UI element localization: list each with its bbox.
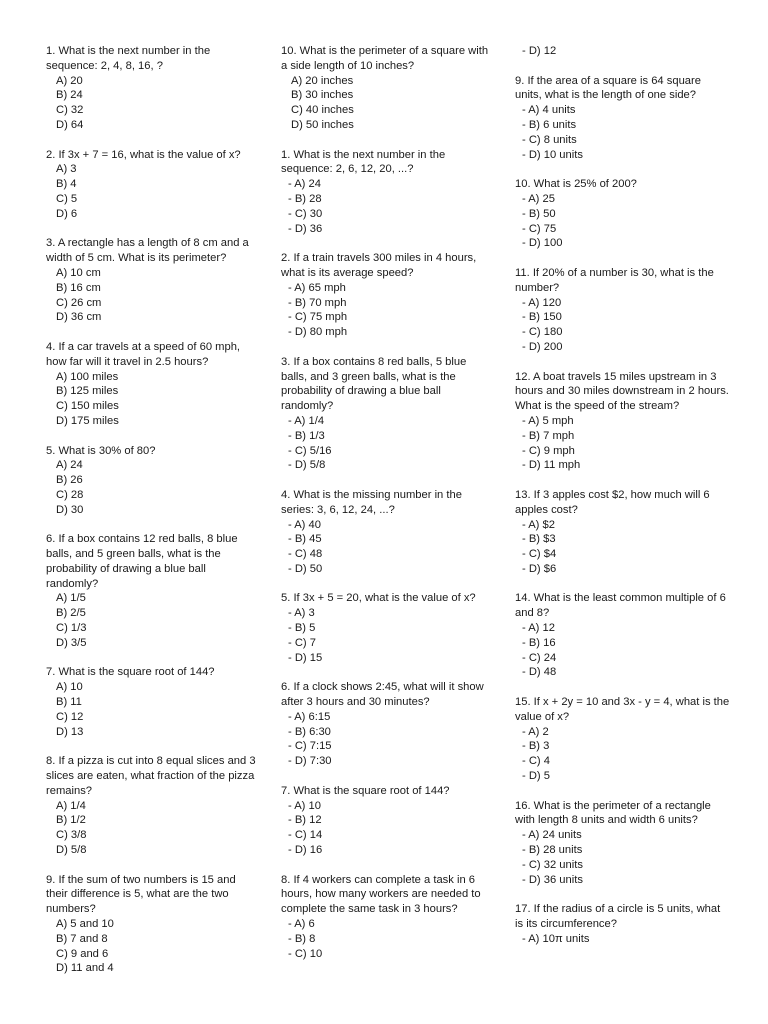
answer-option: - B) 1/3 [288,429,325,442]
answer-option: - A) 25 [522,192,555,205]
answer-option: - A) 65 mph [288,281,346,294]
question-block [281,148,493,237]
answer-option: - D) 7:30 [288,755,332,768]
answer-options [515,296,730,355]
answer-option: B) 26 [56,474,83,487]
answer-option: - B) 45 [288,533,322,546]
question-block [281,488,493,577]
answer-options [515,828,730,887]
question-text: 16. What is the perimeter of a rectangle with length 8 units and width 6 units? [515,799,711,827]
answer-options [46,799,258,858]
answer-option: - C) 180 [522,326,563,339]
answer-option: - B) 6:30 [288,725,331,738]
answer-option: - D) 36 [288,222,323,235]
answer-option: - C) 4 [522,755,550,768]
answer-option: - C) 14 [288,829,323,842]
question-text: 8. If 4 workers can complete a task in 6 hours, how many workers are needed to complete the same task in 3 hours? [281,873,481,916]
answer-option: - B) 150 [522,311,562,324]
answer-option: - B) 7 mph [522,429,575,442]
answer-options [515,932,730,947]
answer-option: - C) 75 mph [288,311,348,324]
question-block [515,370,730,474]
question-text: 5. If 3x + 5 = 20, what is the value of x? [281,592,476,605]
answer-options [46,74,258,133]
question-block [46,873,258,977]
answer-option: - A) 3 [288,607,315,620]
column-2 [281,44,493,976]
question-block [515,591,730,680]
answer-option: D) 175 miles [56,414,119,427]
answer-option: B) 4 [56,178,77,191]
question-block [281,873,493,962]
answer-option: - C) 24 [522,651,557,664]
question-text: 15. If x + 2y = 10 and 3x - y = 4, what is the value of x? [515,696,730,723]
column-1 [46,44,258,991]
answer-option: C) 26 cm [56,296,102,309]
answer-option: - D) 15 [288,651,323,664]
question-block [515,74,730,163]
answer-option: - D) 36 units [522,873,583,886]
answer-option: D) 50 inches [291,118,354,131]
answer-option: - C) 10 [288,947,323,960]
answer-option: - D) 10 units [522,148,583,161]
question-block [515,799,730,888]
answer-option: - B) 8 [288,932,316,945]
question-block [46,44,258,133]
answer-option: - C) $4 [522,548,557,561]
answer-option: C) 9 and 6 [56,947,109,960]
answer-option: A) 5 and 10 [56,918,114,931]
column-3 [515,44,730,961]
question-text: 13. If 3 apples cost $2, how much will 6 apples cost? [515,488,710,516]
answer-option: - D) 5 [522,770,550,783]
question-text: 1. What is the next number in the sequence: 2, 4, 8, 16, ? [46,45,211,72]
answer-option: - A) 12 [522,622,555,635]
answer-option: - D) 5/8 [288,459,326,472]
question-block [46,444,258,518]
answer-option: - D) 48 [522,666,557,679]
question-text: 10. What is the perimeter of a square with a side length of 10 inches? [281,45,489,72]
answer-option: C) 28 [56,488,84,501]
answer-options [281,917,493,961]
answer-options [515,725,730,784]
answer-option: - C) 7:15 [288,740,332,753]
answer-option: - B) 12 [288,814,322,827]
answer-option: - B) 28 units [522,844,583,857]
answer-option: - A) 2 [522,725,549,738]
question-block [46,340,258,429]
question-block [515,177,730,251]
question-text: 4. What is the missing number in the series: 3, 6, 12, 24, ...? [281,488,462,516]
question-block [515,695,730,784]
answer-options [46,458,258,517]
answer-option: - D) 11 mph [522,459,581,472]
answer-options [515,414,730,473]
answer-option: - A) 4 units [522,104,576,117]
answer-option: B) 11 [56,696,82,709]
answer-option: - D) 80 mph [288,326,348,339]
answer-options [515,621,730,680]
answer-option: A) 100 miles [56,370,119,383]
continued-options [515,44,730,59]
answer-option: A) 1/4 [56,799,86,812]
question-text: 7. What is the square root of 144? [281,784,450,797]
question-block [281,784,493,858]
answer-option: C) 12 [56,710,84,723]
answer-option: D) 5/8 [56,844,87,857]
question-text: 3. A rectangle has a length of 8 cm and a width of 5 cm. What is its perimeter? [46,237,249,265]
answer-option: - B) 6 units [522,118,577,131]
answer-option: C) 40 inches [291,104,354,117]
answer-option: C) 1/3 [56,622,87,635]
question-text: 9. If the sum of two numbers is 15 and their difference is 5, what are the two numbers? [46,873,236,916]
question-text: 1. What is the next number in the sequence: 2, 6, 12, 20, ...? [281,148,446,176]
answer-options [46,266,258,325]
answer-option: D) 13 [56,725,84,738]
question-text: 12. A boat travels 15 miles upstream in 3 hours and 30 miles downstream in 2 hours. What is the speed of the stream? [515,370,729,413]
answer-option: - A) 10 [288,799,321,812]
answer-option: - C) 9 mph [522,444,575,457]
answer-option: - B) 16 [522,636,556,649]
question-text: 3. If a box contains 8 red balls, 5 blue balls, and 3 green balls, what is the probability of drawing a blue ball randomly? [281,355,467,413]
answer-option: A) 24 [56,459,83,472]
question-block [281,355,493,473]
question-text: 11. If 20% of a number is 30, what is the number? [515,266,714,294]
answer-option: A) 10 cm [56,266,101,279]
answer-option: - D) 50 [288,562,323,575]
answer-option: C) 3/8 [56,829,87,842]
answer-options [515,103,730,162]
answer-option: B) 24 [56,89,83,102]
answer-options [46,591,258,650]
question-text: 8. If a pizza is cut into 8 equal slices and 3 slices are eaten, what fraction of the pizza remains? [46,755,256,797]
answer-option: - B) 5 [288,622,316,635]
answer-options [281,281,493,340]
answer-options [281,799,493,858]
answer-option: - A) 120 [522,296,562,309]
answer-option: - D) $6 [522,562,557,575]
answer-option: B) 1/2 [56,814,86,827]
question-block [46,532,258,650]
answer-option: A) 1/5 [56,592,86,605]
answer-option: C) 32 [56,104,84,117]
answer-options [46,917,258,976]
answer-option: - C) 30 [288,207,323,220]
question-block [515,902,730,946]
answer-option: - B) 3 [522,740,550,753]
answer-option: A) 10 [56,681,83,694]
question-text: 7. What is the square root of 144? [46,666,215,679]
question-text: 9. If the area of a square is 64 square units, what is the length of one side? [515,74,701,102]
question-block [515,266,730,355]
question-block [281,680,493,769]
answer-option: - B) 70 mph [288,296,347,309]
question-text: 2. If a train travels 300 miles in 4 hours, what is its average speed? [281,252,477,279]
answer-option: D) 6 [56,207,78,220]
answer-option: - B) 28 [288,192,322,205]
answer-option: - C) 8 units [522,133,577,146]
answer-option: C) 5 [56,192,78,205]
answer-option: - A) 10π units [522,932,590,945]
question-block [515,488,730,577]
question-text: 4. If a car travels at a speed of 60 mph, how far will it travel in 2.5 hours? [46,340,241,368]
answer-options [281,177,493,236]
question-text: 2. If 3x + 7 = 16, what is the value of x? [46,148,241,161]
answer-option: C) 150 miles [56,400,119,413]
answer-option: - A) 1/4 [288,414,325,427]
answer-option: - D) 100 [522,237,563,250]
answer-option: A) 20 inches [291,74,354,87]
question-block [46,236,258,325]
answer-option: - C) 5/16 [288,444,332,457]
answer-option: - B) 50 [522,207,556,220]
answer-option: - C) 75 [522,222,557,235]
question-text: 6. If a box contains 12 red balls, 8 blue balls, and 5 green balls, what is the probability of drawing a blue ball randomly? [46,533,238,590]
answer-option: A) 20 [56,74,83,87]
answer-options [281,606,493,665]
question-text: 5. What is 30% of 80? [46,444,156,457]
answer-option: A) 3 [56,163,77,176]
answer-options [46,370,258,429]
answer-option: - A) 24 units [522,829,582,842]
answer-option: - A) 6:15 [288,710,331,723]
question-block [281,591,493,665]
answer-option: - B) $3 [522,533,556,546]
answer-option: - C) 32 units [522,858,583,871]
answer-option: - D) 200 [522,340,563,353]
answer-options [515,518,730,577]
answer-option: - D) 16 [288,844,323,857]
answer-options [281,414,493,473]
question-text: 17. If the radius of a circle is 5 units, what is its circumference? [515,903,721,931]
answer-option: D) 30 [56,503,84,516]
answer-option: - C) 7 [288,636,316,649]
answer-options [515,192,730,251]
answer-option: B) 16 cm [56,281,101,294]
answer-option: D) 3/5 [56,636,87,649]
answer-option: - A) 24 [288,178,321,191]
answer-option: - A) 5 mph [522,414,574,427]
answer-options [46,680,258,739]
answer-option: - A) $2 [522,518,555,531]
answer-option: D) 64 [56,118,84,131]
answer-options [281,518,493,577]
question-block [281,251,493,340]
answer-option: B) 125 miles [56,385,119,398]
answer-options [281,710,493,769]
answer-option: D) 36 cm [56,311,102,324]
question-block [46,754,258,858]
answer-options [46,162,258,221]
question-text: 14. What is the least common multiple of 6 and 8? [515,592,726,620]
answer-options [281,74,493,133]
answer-option: D) 11 and 4 [56,962,114,975]
answer-option: - D) 12 [522,45,557,57]
answer-option: B) 7 and 8 [56,932,108,945]
answer-option: - A) 40 [288,518,321,531]
answer-option: - C) 48 [288,548,323,561]
question-block [281,44,493,133]
question-block [46,665,258,739]
answer-option: - A) 6 [288,918,315,931]
question-text: 6. If a clock shows 2:45, what will it show after 3 hours and 30 minutes? [281,681,484,709]
answer-option: B) 30 inches [291,89,354,102]
answer-option: B) 2/5 [56,607,86,620]
question-text: 10. What is 25% of 200? [515,178,637,191]
question-block [46,148,258,222]
